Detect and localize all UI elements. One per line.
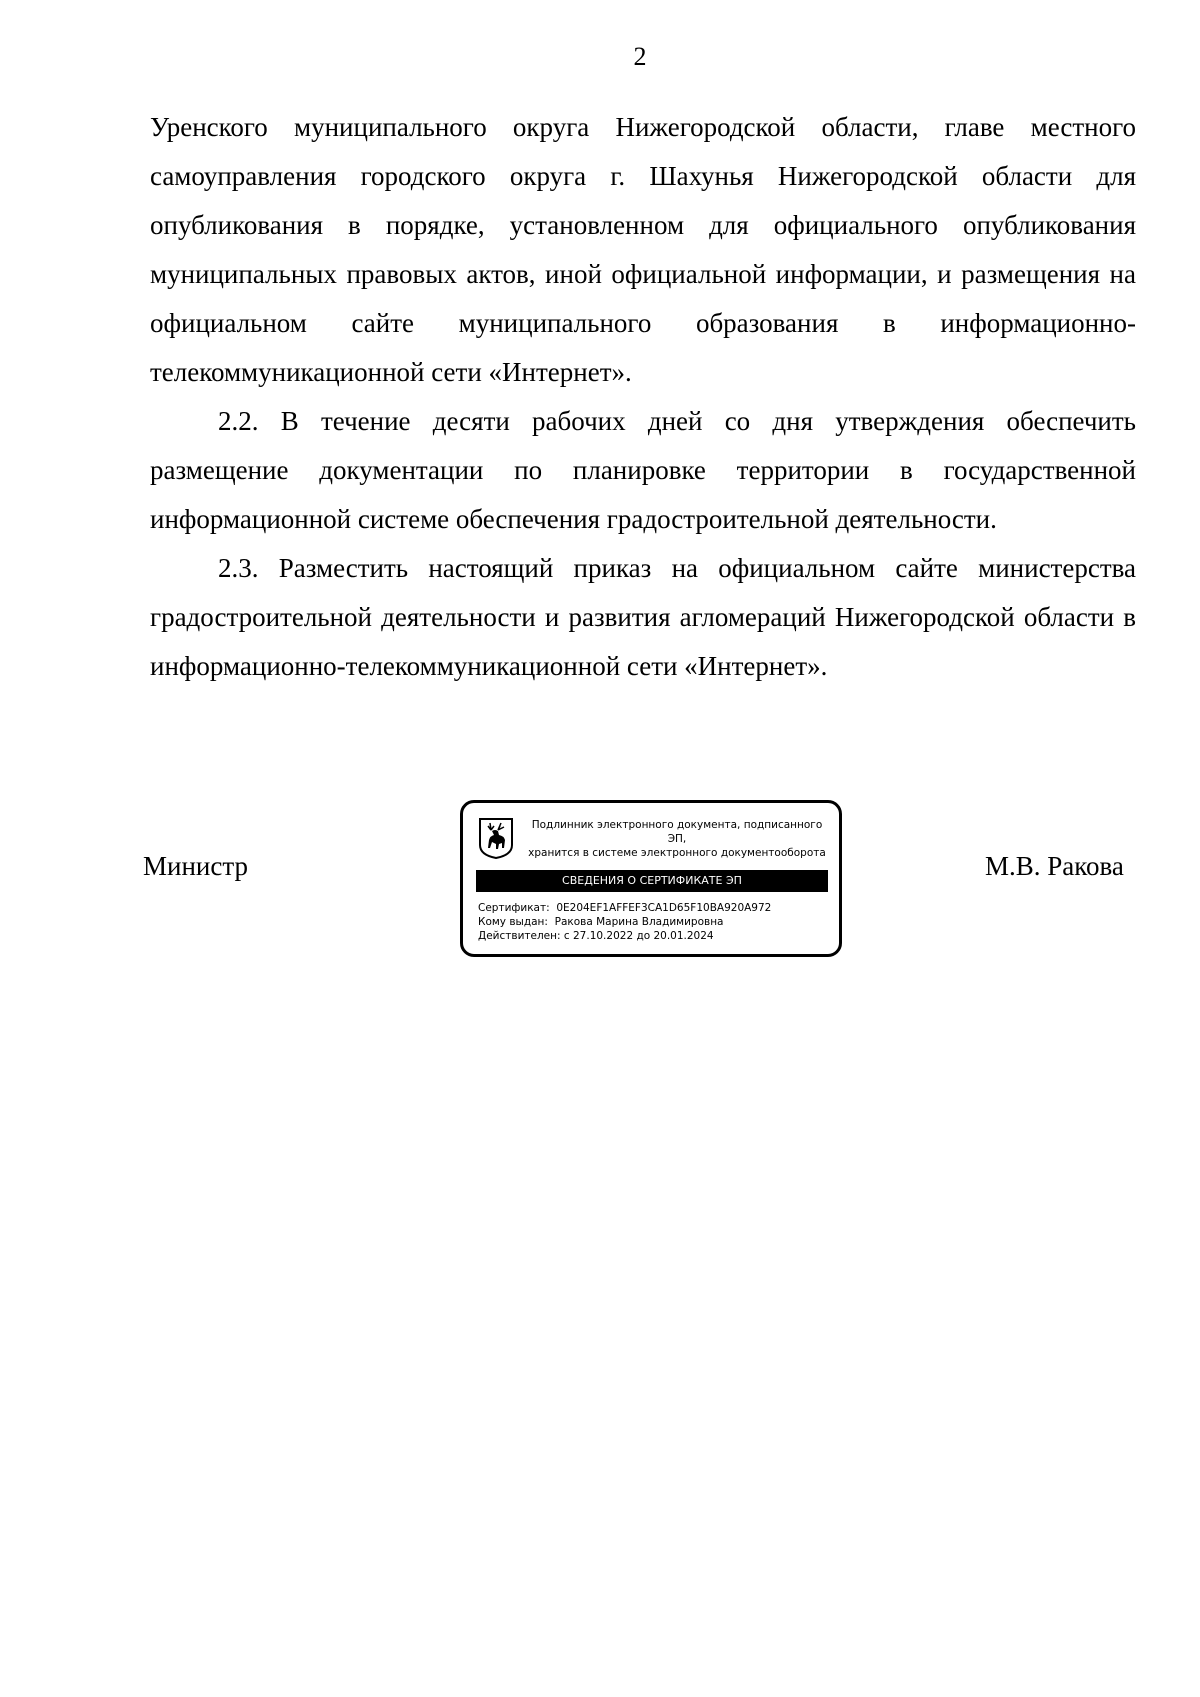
validity-row (478, 929, 771, 943)
stamp-header (521, 818, 833, 860)
stamp-title-bar: СВЕДЕНИЯ О СЕРТИФИКАТЕ ЭП (476, 870, 828, 892)
page-number: 2 (633, 42, 647, 71)
stamp-header-line2: хранится в системе электронного документооборота (528, 847, 826, 859)
issued-to-value: Ракова Марина Владимировна (554, 916, 724, 928)
certificate-value: 0E204EF1AFFEF3CA1D65F10BA920A972 (556, 902, 772, 914)
signer-name: М.В. Ракова (985, 851, 1124, 881)
electronic-signature-stamp (460, 800, 842, 957)
stamp-header-line1: Подлинник электронного документа, подписанного ЭП, (531, 819, 823, 845)
validity-value: с 27.10.2022 до 20.01.2024 (563, 930, 714, 942)
issued-to-label: Кому выдан: (478, 916, 548, 928)
signature-block (0, 800, 1200, 960)
certificate-row (478, 901, 771, 915)
document-body (150, 103, 1136, 691)
validity-label: Действителен: (478, 930, 561, 942)
paragraph-2-3: 2.3. Разместить настоящий приказ на официальном сайте министерства градостроительной деятельности и развития агломераций Нижегородской области в информационно-телекоммуникационной сети «Интернет». (150, 553, 1136, 681)
nizhny-novgorod-deer-emblem-icon (478, 817, 514, 859)
paragraph-2-2: 2.2. В течение десяти рабочих дней со дня утверждения обеспечить размещение документации по планировке территории в государственной информационной системе обеспечения градостроительной деятельности. (150, 406, 1136, 534)
issued-to-row (478, 915, 771, 929)
paragraph-continuation: Уренского муниципального округа Нижегородской области, главе местного самоуправления городского округа г. Шахунья Нижегородской области для опубликования в порядке, установленном для официального опубликования муниципальных правовых актов, иной официальной информации, и размещения на официальном сайте муниципального образования в информационно-телекоммуникационной сети «Интернет». (150, 112, 1136, 387)
stamp-certificate-details (478, 901, 771, 943)
signer-role: Министр (143, 851, 248, 881)
certificate-label: Сертификат: (478, 902, 550, 914)
